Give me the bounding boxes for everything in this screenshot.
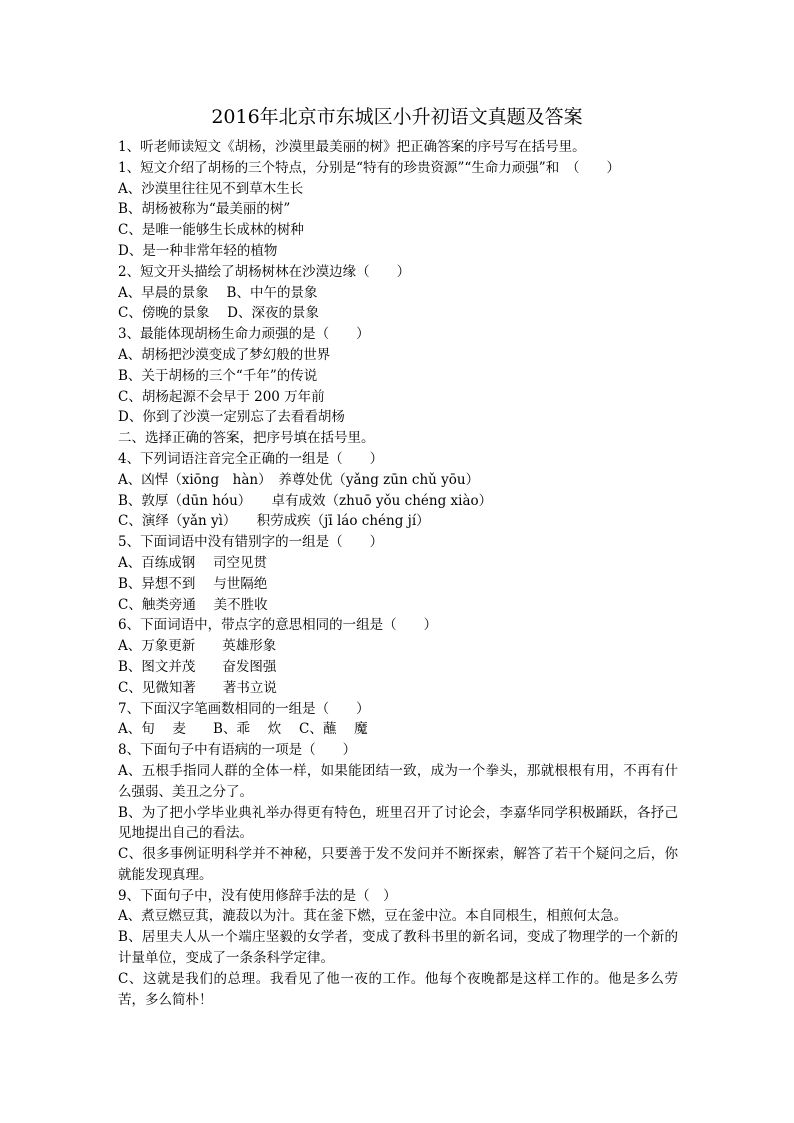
text-line: A、早晨的景象 B、中午的景象 <box>118 284 318 301</box>
text-line: B、异想不到 与世隔绝 <box>118 575 268 592</box>
text-line: 5、下面词语中没有错别字的一组是（ ） <box>118 534 384 551</box>
text-line: 1、短文介绍了胡杨的三个特点，分别是“特有的珍贵资源”“生命力顽强”和 （ ） <box>118 159 620 176</box>
text-line: 9、下面句子中，没有使用修辞手法的是（ ） <box>118 887 397 904</box>
text-line: 3、最能体现胡杨生命力顽强的是（ ） <box>118 326 370 343</box>
text-line: B、关于胡杨的三个“千年”的传说 <box>118 367 318 384</box>
text-line: B、敦厚（dūn hóu） 卓有成效（zhuō yǒu chéng xiào） <box>118 492 493 509</box>
text-line: 7、下面汉字笔画数相同的一组是（ ） <box>118 700 370 717</box>
text-line: C、是唯一能够生长成林的树种 <box>118 222 304 239</box>
text-line: A、沙漠里往往见不到草木生长 <box>118 180 304 197</box>
text-line: C、很多事例证明科学并不神秘，只要善于发不发问并不断探索，解答了若干个疑问之后，你就能发现真理。 <box>118 846 678 883</box>
text-line: 2、短文开头描绘了胡杨树林在沙漠边缘（ ） <box>118 263 411 280</box>
text-line: A、胡杨把沙漠变成了梦幻般的世界 <box>118 346 331 363</box>
text-line: C、傍晚的景象 D、深夜的景象 <box>118 305 319 322</box>
document-title: 2016年北京市东城区小升初语文真题及答案 <box>211 106 583 128</box>
text-line: C、这就是我们的总理。我看见了他一夜的工作。他每个夜晚都是这样工作的。他是多么劳苦，多么简朴！ <box>118 970 678 1008</box>
text-line: D、你到了沙漠一定别忘了去看看胡杨 <box>118 409 345 426</box>
text-line: C、见微知著 著书立说 <box>118 679 277 696</box>
text-line: 6、下面词语中，带点字的意思相同的一组是（ ） <box>118 617 438 634</box>
text-line: 8、下面句子中有语病的一项是（ ） <box>118 742 357 759</box>
text-line: 4、下列词语注音完全正确的一组是（ ） <box>118 450 384 467</box>
text-line: A、五根手指同人群的全体一样，如果能团结一致，成为一个拳头，那就根根有用，不再有什么强弱、美丑之分了。 <box>118 762 678 800</box>
text-line: C、触类旁通 美不胜收 <box>118 596 268 613</box>
text-line: A、万象更新 英雄形象 <box>118 638 277 655</box>
text-line: 二、选择正确的答案，把序号填在括号里。 <box>118 430 375 447</box>
document-body <box>118 137 678 1010</box>
text-line: B、胡杨被称为“最美丽的树” <box>118 201 291 218</box>
text-line: C、胡杨起源不会早于 200 万年前 <box>118 388 325 405</box>
text-line: A、凶悍（xiōng hàn） 养尊处优（yǎng zūn chǔ yōu） <box>118 471 480 488</box>
text-line: A、旬 麦 B、乖 炊 C、蘸 魔 <box>118 721 368 738</box>
text-line: B、图文并茂 奋发图强 <box>118 658 277 675</box>
text-line: B、居里夫人从一个端庄坚毅的女学者，变成了教科书里的新名词，变成了物理学的一个新的计量单位，变成了一条条科学定律。 <box>118 929 678 967</box>
text-line: D、是一种非常年轻的植物 <box>118 242 278 259</box>
text-line: 1、听老师读短文《胡杨，沙漠里最美丽的树》把正确答案的序号写在括号里。 <box>118 139 586 155</box>
text-line: A、煮豆燃豆萁，漉菽以为汁。萁在釜下燃，豆在釜中泣。本自同根生，相煎何太急。 <box>118 908 628 925</box>
text-line: B、为了把小学毕业典礼举办得更有特色，班里召开了讨论会，李嘉华同学积极踊跃，各抒己见地提出自己的看法。 <box>118 804 678 842</box>
text-line: C、演绎（yǎn yì） 积劳成疾（jī láo chéng jí） <box>118 513 430 530</box>
text-line: A、百练成钢 司空见贯 <box>118 554 268 571</box>
